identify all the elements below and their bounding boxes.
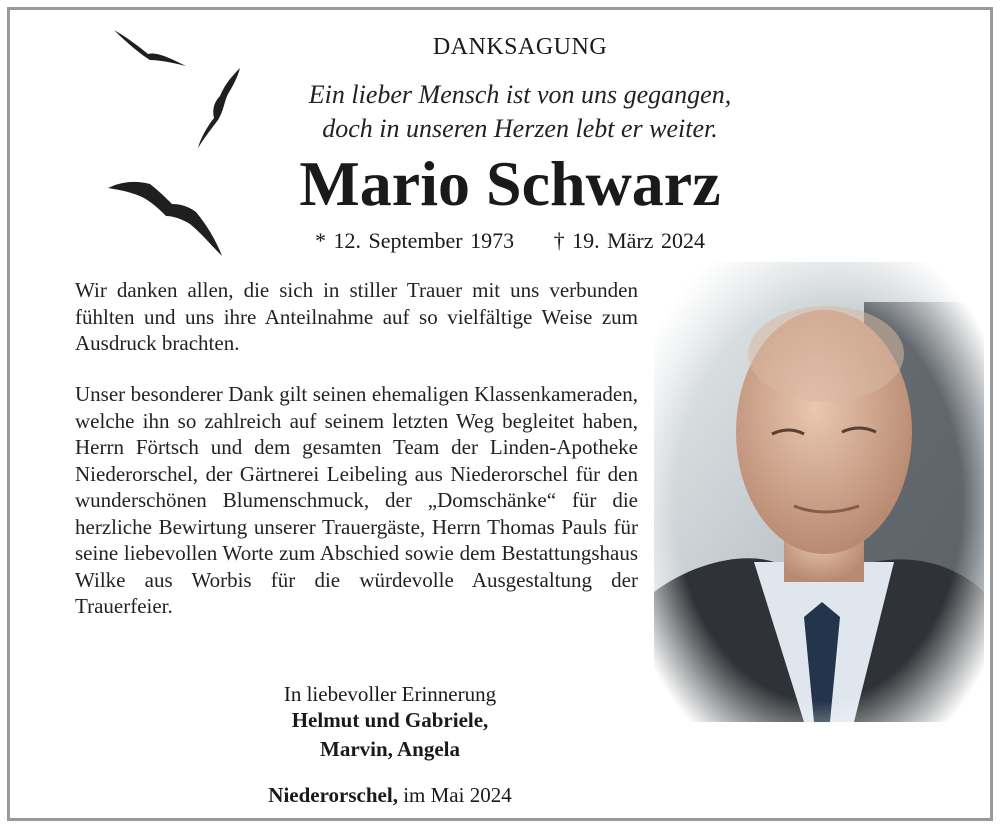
birth-date: * 12. September 1973 [314,228,515,253]
signoff-names-2: Marvin, Angela [320,737,460,761]
verse-line-1: Ein lieber Mensch ist von uns gegangen, [308,80,732,109]
thanks-paragraph-2: Unser besonderer Dank gilt seinen ehemaligen Klassenkameraden, welche ihn so zahlreich auf seinem letzten Weg begleitet haben, Herrn Förtsch und dem gesamten Team der Linden-Apotheke Niederorschel, der Gärtnerei Leibeling aus Niederorschel für den wunderschönen Blumenschmuck, der „Domschänke“ für die herzliche Bewirtung unserer Trauergäste, Herrn Thomas Pauls für seine liebevollen Worte zum Abschied sowie dem Bestattungshaus Wilke aus Worbis für die würdevolle Ausgestaltung der Trauerfeier. [75,382,638,618]
thanks-paragraph-1: Wir danken allen, die sich in stiller Trauer mit uns verbunden fühlten und uns ihre Anteilnahme auf so vielfältige Weise zum Ausdruck brachten. [75,278,638,355]
heading: DANKSAGUNG [432,34,608,60]
place-date [180,783,600,808]
death-date: † 19. März 2024 [553,228,705,253]
verse [240,78,800,146]
date: im Mai 2024 [403,783,512,807]
signoff-names-1: Helmut und Gabriele, [291,708,489,732]
portrait-photo [654,262,984,722]
flying-birds-icon [100,20,250,260]
deceased-name: Mario Schwarz [299,148,721,219]
place: Niederorschel, [268,783,398,807]
life-dates [260,228,760,254]
verse-line-2: doch in unseren Herzen lebt er weiter. [322,114,718,143]
signoff-intro: In liebevoller Erinnerung [283,682,497,706]
